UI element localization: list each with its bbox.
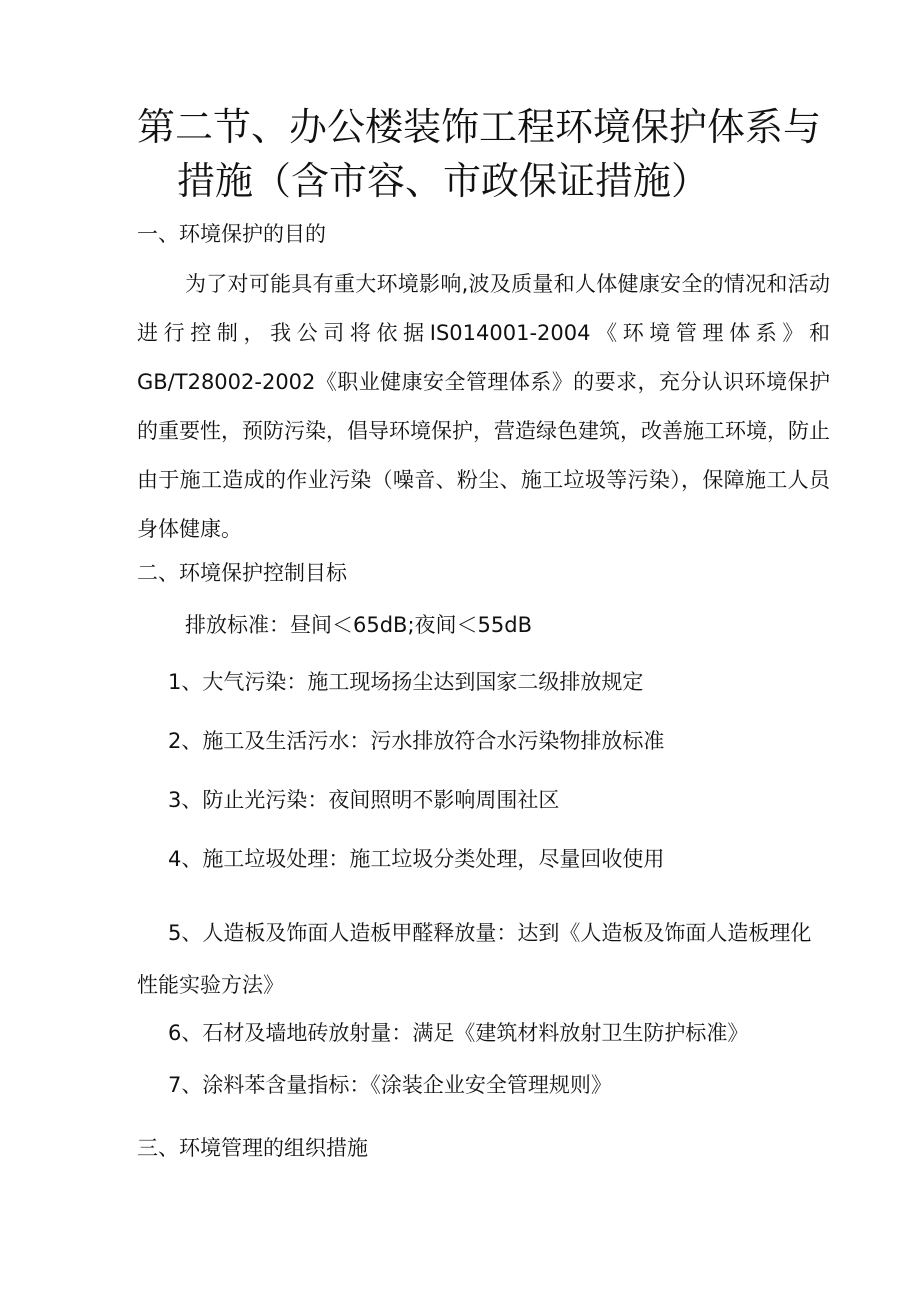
emission-standard: 排放标准：昼间＜65dB;夜间＜55dB <box>185 613 532 637</box>
list-item: 5、人造板及饰面人造板甲醛释放量：达到《人造板及饰面人造板理化性能实验方法》 <box>137 921 812 997</box>
list-item: 7、涂料苯含量指标：《涂装企业安全管理规则》 <box>168 1073 612 1097</box>
section-1-heading: 一、环境保护的目的 <box>137 222 326 246</box>
title-line-1: 第二节、办公楼装饰工程环境保护体系与 <box>137 105 822 149</box>
list-item: 3、防止光污染：夜间照明不影响周围社区 <box>168 788 560 812</box>
list-item: 4、施工垃圾处理：施工垃圾分类处理，尽量回收使用 <box>168 847 665 871</box>
document-title <box>137 100 837 208</box>
section-1-paragraph: 为了对可能具有重大环境影响,波及质量和人体健康安全的情况和活动进行控制，我公司将依据IS014001-2004《环境管理体系》和GB/T28002-2002《职业健康安全管理体系》的要求，充分认识环境保护的重要性，预防污染，倡导环境保护，营造绿色建筑，改善施工环境，防止由于施工造成的作业污染（噪音、粉尘、施工垃圾等污染），保障施工人员身体健康。 <box>137 272 830 541</box>
title-line-2: 措施（含市容、市政保证措施） <box>177 159 710 203</box>
list-item: 6、石材及墙地砖放射量：满足《建筑材料放射卫生防护标准》 <box>168 1021 749 1045</box>
list-item: 1、大气污染：施工现场扬尘达到国家二级排放规定 <box>168 670 644 694</box>
list-item: 2、施工及生活污水：污水排放符合水污染物排放标准 <box>168 729 665 753</box>
section-2-heading: 二、环境保护控制目标 <box>137 561 347 585</box>
section-3-heading: 三、环境管理的组织措施 <box>137 1136 368 1160</box>
